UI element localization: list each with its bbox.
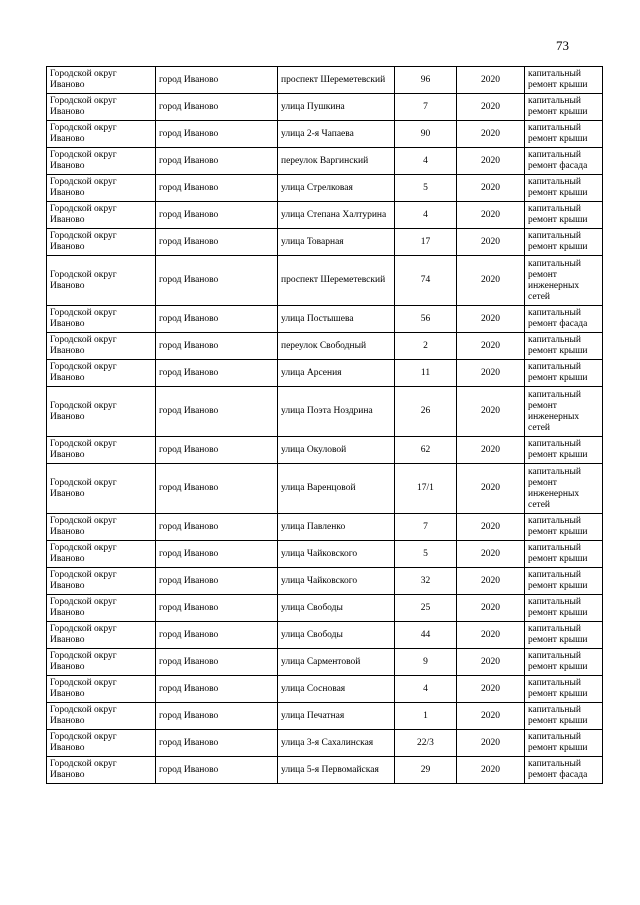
district-cell: Городской округ Иваново <box>47 94 156 121</box>
work-type-cell: капитальный ремонт крыши <box>525 676 603 703</box>
table-row <box>47 256 603 306</box>
city-cell: город Иваново <box>156 121 278 148</box>
year-cell: 2020 <box>457 121 525 148</box>
table-row <box>47 306 603 333</box>
house-number-cell: 4 <box>395 148 457 175</box>
house-number-cell: 7 <box>395 94 457 121</box>
district-cell: Городской округ Иваново <box>47 514 156 541</box>
table-row <box>47 67 603 94</box>
table-row <box>47 464 603 514</box>
table-row <box>47 121 603 148</box>
table-row <box>47 595 603 622</box>
table-row <box>47 541 603 568</box>
work-type-cell: капитальный ремонт крыши <box>525 703 603 730</box>
house-number-cell: 29 <box>395 757 457 784</box>
district-cell: Городской округ Иваново <box>47 306 156 333</box>
house-number-cell: 44 <box>395 622 457 649</box>
year-cell: 2020 <box>457 202 525 229</box>
work-type-cell: капитальный ремонт крыши <box>525 333 603 360</box>
table-row <box>47 148 603 175</box>
street-cell: улица Окуловой <box>278 437 395 464</box>
city-cell: город Иваново <box>156 464 278 514</box>
street-cell: улица Печатная <box>278 703 395 730</box>
house-number-cell: 4 <box>395 202 457 229</box>
year-cell: 2020 <box>457 514 525 541</box>
work-type-cell: капитальный ремонт крыши <box>525 360 603 387</box>
district-cell: Городской округ Иваново <box>47 595 156 622</box>
city-cell: город Иваново <box>156 333 278 360</box>
table-body <box>47 67 603 784</box>
year-cell: 2020 <box>457 67 525 94</box>
district-cell: Городской округ Иваново <box>47 360 156 387</box>
table-row <box>47 387 603 437</box>
year-cell: 2020 <box>457 387 525 437</box>
page-number: 73 <box>556 38 569 53</box>
district-cell: Городской округ Иваново <box>47 333 156 360</box>
street-cell: улица Пушкина <box>278 94 395 121</box>
city-cell: город Иваново <box>156 622 278 649</box>
city-cell: город Иваново <box>156 256 278 306</box>
year-cell: 2020 <box>457 229 525 256</box>
table-row <box>47 333 603 360</box>
house-number-cell: 26 <box>395 387 457 437</box>
city-cell: город Иваново <box>156 703 278 730</box>
work-type-cell: капитальный ремонт крыши <box>525 175 603 202</box>
house-number-cell: 90 <box>395 121 457 148</box>
street-cell: улица Чайковского <box>278 568 395 595</box>
work-type-cell: капитальный ремонт крыши <box>525 67 603 94</box>
city-cell: город Иваново <box>156 757 278 784</box>
work-type-cell: капитальный ремонт крыши <box>525 595 603 622</box>
city-cell: город Иваново <box>156 595 278 622</box>
city-cell: город Иваново <box>156 568 278 595</box>
work-type-cell: капитальный ремонт крыши <box>525 202 603 229</box>
house-number-cell: 74 <box>395 256 457 306</box>
street-cell: улица 2-я Чапаева <box>278 121 395 148</box>
year-cell: 2020 <box>457 437 525 464</box>
work-type-cell: капитальный ремонт инженерных сетей <box>525 387 603 437</box>
year-cell: 2020 <box>457 568 525 595</box>
work-type-cell: капитальный ремонт крыши <box>525 229 603 256</box>
district-cell: Городской округ Иваново <box>47 757 156 784</box>
house-number-cell: 96 <box>395 67 457 94</box>
street-cell: улица Чайковского <box>278 541 395 568</box>
district-cell: Городской округ Иваново <box>47 121 156 148</box>
house-number-cell: 25 <box>395 595 457 622</box>
city-cell: город Иваново <box>156 387 278 437</box>
district-cell: Городской округ Иваново <box>47 202 156 229</box>
house-number-cell: 11 <box>395 360 457 387</box>
house-number-cell: 9 <box>395 649 457 676</box>
city-cell: город Иваново <box>156 730 278 757</box>
house-number-cell: 56 <box>395 306 457 333</box>
table-row <box>47 437 603 464</box>
repair-schedule-table <box>46 66 603 784</box>
city-cell: город Иваново <box>156 67 278 94</box>
year-cell: 2020 <box>457 703 525 730</box>
street-cell: улица Постышева <box>278 306 395 333</box>
house-number-cell: 7 <box>395 514 457 541</box>
table-row <box>47 229 603 256</box>
district-cell: Городской округ Иваново <box>47 703 156 730</box>
table-row <box>47 514 603 541</box>
year-cell: 2020 <box>457 306 525 333</box>
street-cell: улица Арсения <box>278 360 395 387</box>
district-cell: Городской округ Иваново <box>47 730 156 757</box>
work-type-cell: капитальный ремонт крыши <box>525 437 603 464</box>
district-cell: Городской округ Иваново <box>47 175 156 202</box>
year-cell: 2020 <box>457 333 525 360</box>
city-cell: город Иваново <box>156 229 278 256</box>
table-row <box>47 730 603 757</box>
street-cell: улица Варенцовой <box>278 464 395 514</box>
street-cell: проспект Шереметевский <box>278 67 395 94</box>
year-cell: 2020 <box>457 256 525 306</box>
work-type-cell: капитальный ремонт крыши <box>525 622 603 649</box>
house-number-cell: 62 <box>395 437 457 464</box>
table-row <box>47 94 603 121</box>
district-cell: Городской округ Иваново <box>47 256 156 306</box>
district-cell: Городской округ Иваново <box>47 229 156 256</box>
street-cell: улица Сосновая <box>278 676 395 703</box>
district-cell: Городской округ Иваново <box>47 437 156 464</box>
district-cell: Городской округ Иваново <box>47 622 156 649</box>
work-type-cell: капитальный ремонт инженерных сетей <box>525 256 603 306</box>
year-cell: 2020 <box>457 676 525 703</box>
district-cell: Городской округ Иваново <box>47 676 156 703</box>
district-cell: Городской округ Иваново <box>47 67 156 94</box>
work-type-cell: капитальный ремонт крыши <box>525 541 603 568</box>
city-cell: город Иваново <box>156 148 278 175</box>
street-cell: улица Поэта Ноздрина <box>278 387 395 437</box>
district-cell: Городской округ Иваново <box>47 649 156 676</box>
house-number-cell: 4 <box>395 676 457 703</box>
year-cell: 2020 <box>457 757 525 784</box>
work-type-cell: капитальный ремонт крыши <box>525 121 603 148</box>
year-cell: 2020 <box>457 94 525 121</box>
street-cell: улица Свободы <box>278 595 395 622</box>
year-cell: 2020 <box>457 649 525 676</box>
work-type-cell: капитальный ремонт инженерных сетей <box>525 464 603 514</box>
city-cell: город Иваново <box>156 649 278 676</box>
district-cell: Городской округ Иваново <box>47 464 156 514</box>
house-number-cell: 22/3 <box>395 730 457 757</box>
city-cell: город Иваново <box>156 514 278 541</box>
city-cell: город Иваново <box>156 175 278 202</box>
house-number-cell: 5 <box>395 541 457 568</box>
city-cell: город Иваново <box>156 94 278 121</box>
street-cell: улица Павленко <box>278 514 395 541</box>
street-cell: улица Свободы <box>278 622 395 649</box>
street-cell: переулок Варгинский <box>278 148 395 175</box>
street-cell: улица Стрелковая <box>278 175 395 202</box>
work-type-cell: капитальный ремонт крыши <box>525 568 603 595</box>
house-number-cell: 32 <box>395 568 457 595</box>
work-type-cell: капитальный ремонт крыши <box>525 94 603 121</box>
street-cell: улица 3-я Сахалинская <box>278 730 395 757</box>
table-row <box>47 703 603 730</box>
work-type-cell: капитальный ремонт крыши <box>525 730 603 757</box>
table-row <box>47 622 603 649</box>
year-cell: 2020 <box>457 148 525 175</box>
year-cell: 2020 <box>457 595 525 622</box>
work-type-cell: капитальный ремонт фасада <box>525 306 603 333</box>
city-cell: город Иваново <box>156 676 278 703</box>
year-cell: 2020 <box>457 464 525 514</box>
city-cell: город Иваново <box>156 437 278 464</box>
street-cell: улица Сарментовой <box>278 649 395 676</box>
year-cell: 2020 <box>457 730 525 757</box>
table-row <box>47 757 603 784</box>
work-type-cell: капитальный ремонт фасада <box>525 148 603 175</box>
house-number-cell: 5 <box>395 175 457 202</box>
district-cell: Городской округ Иваново <box>47 541 156 568</box>
table-row <box>47 649 603 676</box>
house-number-cell: 17 <box>395 229 457 256</box>
work-type-cell: капитальный ремонт крыши <box>525 514 603 541</box>
table-row <box>47 175 603 202</box>
city-cell: город Иваново <box>156 202 278 229</box>
year-cell: 2020 <box>457 622 525 649</box>
street-cell: улица Степана Халтурина <box>278 202 395 229</box>
year-cell: 2020 <box>457 175 525 202</box>
street-cell: улица Товарная <box>278 229 395 256</box>
city-cell: город Иваново <box>156 306 278 333</box>
house-number-cell: 1 <box>395 703 457 730</box>
table-row <box>47 360 603 387</box>
street-cell: проспект Шереметевский <box>278 256 395 306</box>
street-cell: переулок Свободный <box>278 333 395 360</box>
table-row <box>47 676 603 703</box>
street-cell: улица 5-я Первомайская <box>278 757 395 784</box>
district-cell: Городской округ Иваново <box>47 568 156 595</box>
district-cell: Городской округ Иваново <box>47 387 156 437</box>
city-cell: город Иваново <box>156 541 278 568</box>
table-row <box>47 568 603 595</box>
work-type-cell: капитальный ремонт крыши <box>525 649 603 676</box>
work-type-cell: капитальный ремонт фасада <box>525 757 603 784</box>
city-cell: город Иваново <box>156 360 278 387</box>
district-cell: Городской округ Иваново <box>47 148 156 175</box>
year-cell: 2020 <box>457 360 525 387</box>
house-number-cell: 17/1 <box>395 464 457 514</box>
table-row <box>47 202 603 229</box>
house-number-cell: 2 <box>395 333 457 360</box>
year-cell: 2020 <box>457 541 525 568</box>
